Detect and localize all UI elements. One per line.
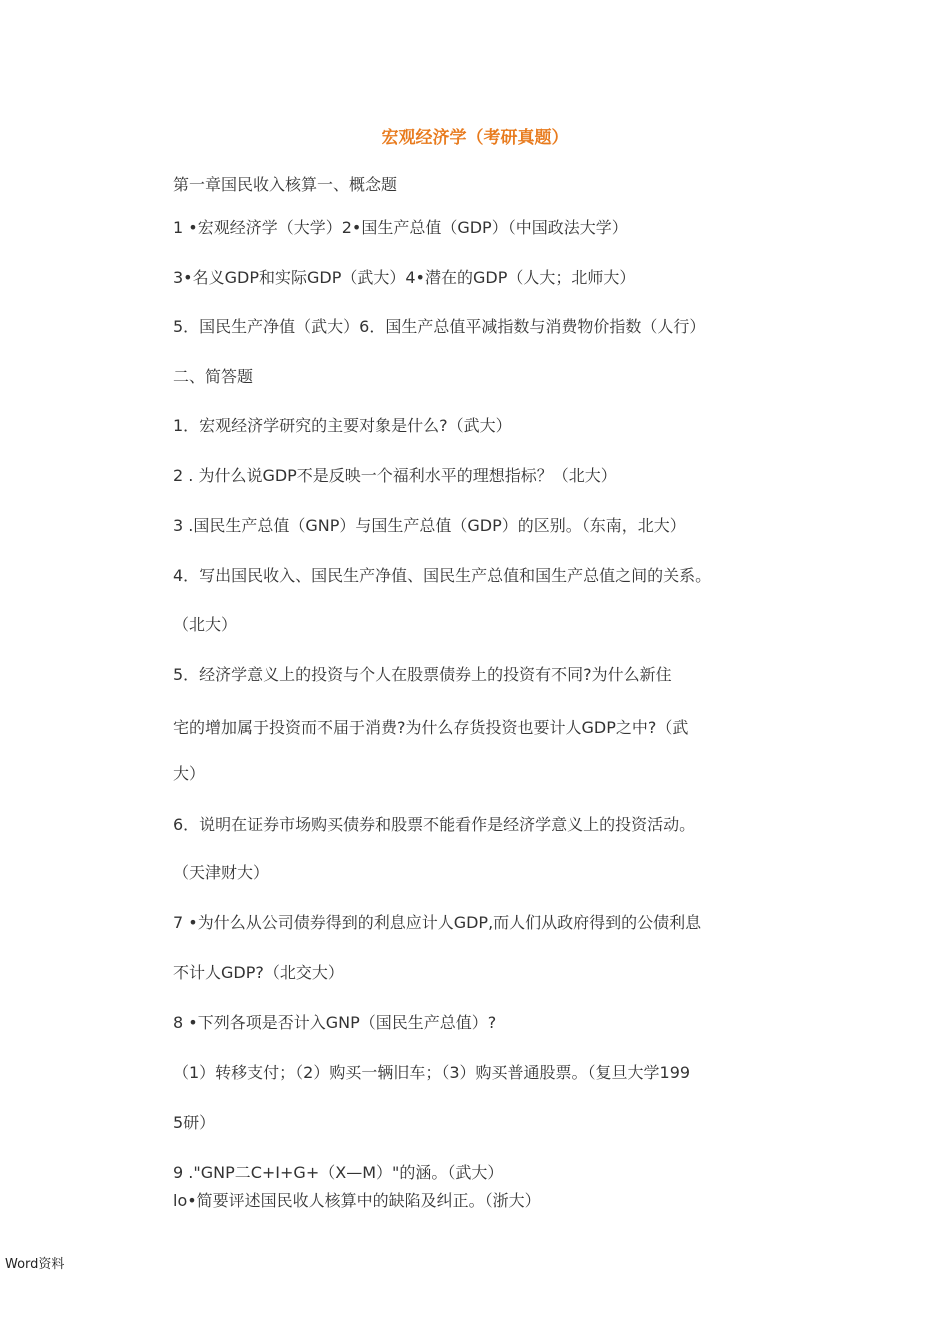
question-9: 9 ."GNP二C+I+G+（X—M）"的涵。（武大） [173, 1163, 504, 1182]
chapter-heading: 第一章国民收入核算一、概念题 [173, 175, 398, 194]
concept-line-3: 5．国民生产净值（武大）6．国生产总值平减指数与消费物价指数（人行） [173, 317, 706, 336]
question-6-source: （天津财大） [173, 863, 270, 882]
question-5-line-2: 宅的增加属于投资而不届于消费?为什么存货投资也要计人GDP之中?（武 [173, 718, 689, 737]
question-8-source: 5研） [173, 1113, 216, 1132]
question-6: 6．说明在证券市场购买债券和股票不能看作是经济学意义上的投资活动。 [173, 815, 696, 834]
question-7-line-2: 不计人GDP?（北交大） [173, 963, 344, 982]
question-3: 3 .国民生产总值（GNP）与国生产总值（GDP）的区别。（东南，北大） [173, 516, 686, 535]
section-heading-short-answer: 二、简答题 [173, 367, 254, 386]
question-10: lo•简要评述国民收人核算中的缺陷及纠正。（浙大） [173, 1191, 541, 1210]
concept-line-2: 3•名义GDP和实际GDP（武大）4•潜在的GDP（人大；北师大） [173, 268, 636, 287]
concept-line-1: 1 •宏观经济学（大学）2•国生产总值（GDP）（中国政法大学） [173, 218, 628, 237]
question-4-source: （北大） [173, 615, 238, 634]
question-2: 2 . 为什么说GDP不是反映一个福利水平的理想指标？（北大） [173, 466, 617, 485]
question-1: 1．宏观经济学研究的主要对象是什么?（武大） [173, 416, 512, 435]
question-7-line-1: 7 •为什么从公司债券得到的利息应计人GDP,而人们从政府得到的公债利息 [173, 913, 702, 932]
question-8-items: （1）转移支付；（2）购买一辆旧车；（3）购买普通股票。（复旦大学199 [173, 1063, 691, 1082]
question-5-line-1: 5．经济学意义上的投资与个人在股票债券上的投资有不同?为什么新住 [173, 665, 672, 684]
question-5-line-3: 大） [173, 764, 206, 783]
document-title: 宏观经济学（考研真题） [381, 128, 569, 148]
footer-watermark: Word资料 [5, 1257, 65, 1272]
question-4: 4．写出国民收入、国民生产净值、国民生产总值和国生产总值之间的关系。 [173, 566, 712, 585]
question-8: 8 •下列各项是否计入GNP（国民生产总值）? [173, 1013, 497, 1032]
